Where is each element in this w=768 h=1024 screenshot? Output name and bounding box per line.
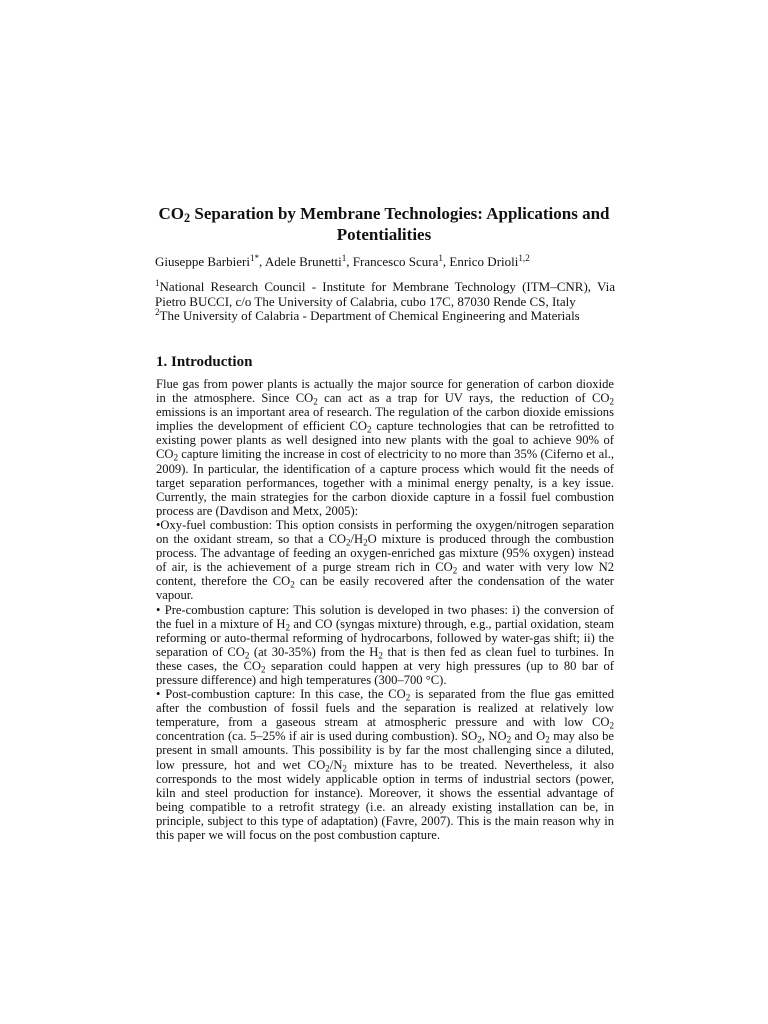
body-text <box>156 377 614 842</box>
author: Giuseppe Barbieri <box>155 254 250 269</box>
paper-title: $CO_2$ Separation by Membrane Technologies: Applications and Potentialities <box>158 204 610 244</box>
affiliations <box>155 280 615 324</box>
author: Adele Brunetti <box>264 254 342 269</box>
paragraph-post-combustion: • Post-combustion capture: In this case, the $CO_2$ is separated from the flue gas emitted after the combustion of fossil fuels and the separation is realized at relatively low temperature, from a gaseous stream at atmospheric pressure and with low $CO_2$ concentration (ca. 5–25% if air is used during combustion). $SO_2$, $NO_2$ and $O_2$ may also be present in small amounts. This possibility is by far the most challenging since a diluted, low pressure, hot and wet $CO_2/N_2$ mixture has to be treated. Nevertheless, it also corresponds to the most widely applicable option in terms of industrial sectors (power, kiln and steel production for instance). Moreover, it shows the essential advantage of being compatible to a retrofit strategy (i.e. an already existing installation can be, in principle, subject to this type of adaptation) (Favre, 2007). This is the main reason why in this paper we will focus on the post combustion capture. <box>156 687 614 842</box>
affiliation-2: $^2$The University of Calabria - Department of Chemical Engineering and Materials <box>155 307 580 323</box>
paragraph-oxy-fuel: •Oxy-fuel combustion: This option consists in performing the oxygen/nitrogen separation on the oxidant stream, so that a $CO_2/H_2O$ mixture is produced through the combustion process. The advantage of feeding an oxygen-enriched gas mixture (95% oxygen) instead of air, is the achievement of a purge stream rich in $CO_2$ and water with very low N2 content, therefore the $CO_2$ can be easily recovered after the condensation of the water vapour. <box>156 517 615 603</box>
section-heading: 1. Introduction <box>156 354 253 370</box>
author-list: Giuseppe Barbieri$^{1*}$, Adele Brunetti$^1$, Francesco Scura$^1$, Enrico Drioli$^{1,2}$ <box>155 253 530 269</box>
paragraph-pre-combustion: • Pre-combustion capture: This solution is developed in two phases: i) the conversion of the fuel in a mixture of $H_2$ and CO (syngas mixture) through, e.g., partial oxidation, steam reforming or auto-thermal reforming of hydrocarbons, followed by water-gas shift; ii) the separation of $CO_2$ (at 30-35%) from the $H_2$ that is then fed as clean fuel to turbines. In these cases, the $CO_2$ separation could happen at very high pressures (up to 80 bar of pressure difference) and high temperatures (300–700 °C). <box>156 602 615 687</box>
paragraph-intro: Flue gas from power plants is actually the major source for generation of carbon dioxide in the atmosphere. Since $CO_2$ can act as a trap for UV rays, the reduction of $CO_2$ emissions is an important area of research. The regulation of the carbon dioxide emissions implies the development of efficient $CO_2$ capture technologies that can be retrofitted to existing power plants as well designed into new plants with the goal to achieve 90% of $CO_2$ capture limiting the increase in cost of electricity to no more than 35% (Ciferno et al., 2009). In particular, the identification of a capture process which would fit the needs of target separation performances, together with a minimal energy penalty, is a key issue. Currently, the main strategies for the carbon dioxide capture in a fossil fuel combustion process are (Davdison and Metx, 2005): <box>156 377 614 518</box>
affiliation-1: $^1$National Research Council - Institute for Membrane Technology (ITM–CNR), Via Pietro BUCCI, c/o The University of Calabria, cubo 17C, 87030 Rende CS, Italy <box>155 278 615 309</box>
author: Francesco Scura <box>352 254 439 269</box>
author: Enrico Drioli <box>449 254 519 269</box>
